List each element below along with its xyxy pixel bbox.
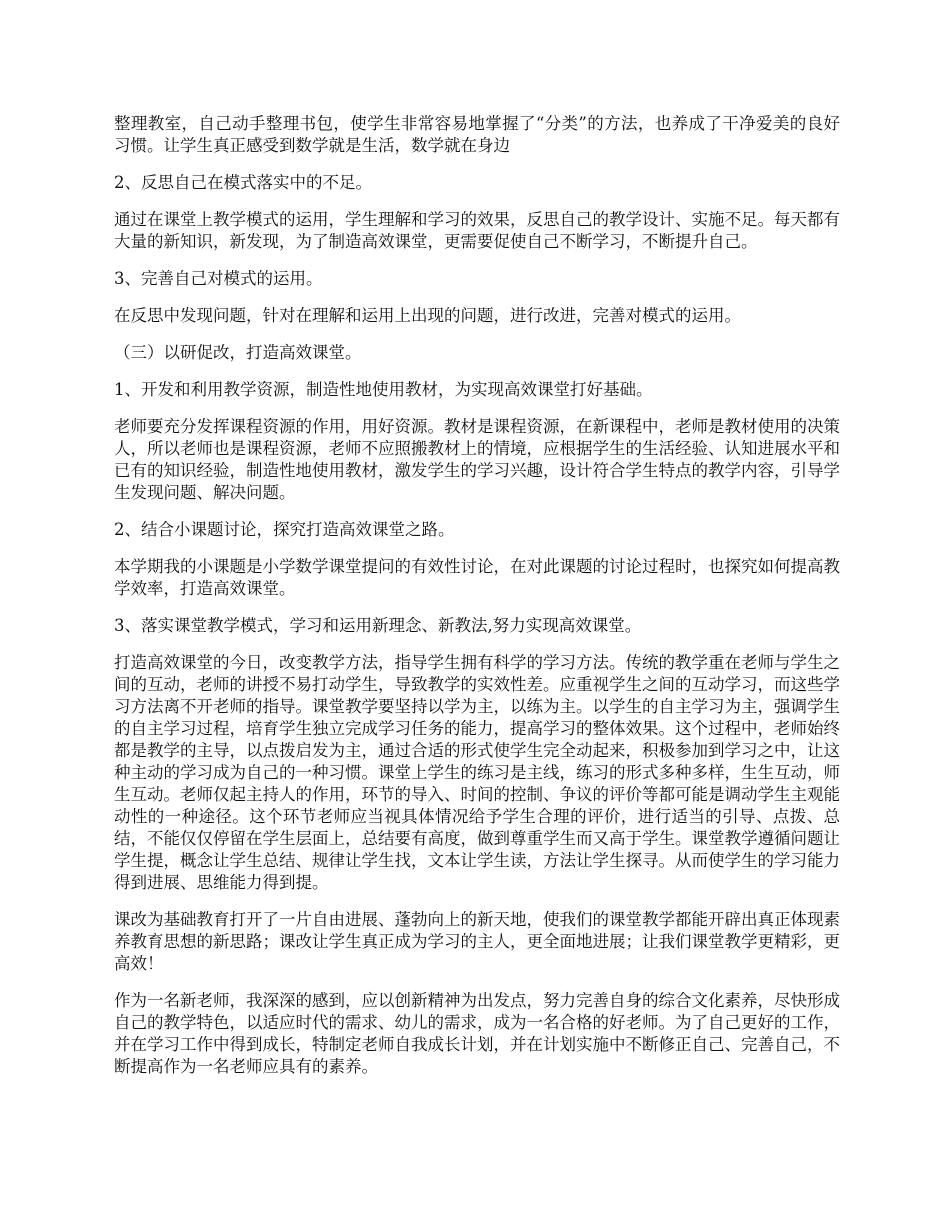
paragraph: 课改为基础教育打开了一片自由进展、蓬勃向上的新天地，使我们的课堂教学都能开辟出真正体现素养教育思想的新思路；课改让学生真正成为学习的主人，更全面地进展；让我们课堂教学更精彩，更高效！ (114, 910, 840, 973)
paragraph: 在反思中发现问题，针对在理解和运用上出现的问题，进行改进，完善对模式的运用。 (114, 306, 741, 325)
document-body (114, 113, 840, 1093)
section-heading: 1、开发和利用教学资源，制造性地使用教材，为实现高效课堂打好基础。 (114, 380, 653, 399)
paragraph: 本学期我的小课题是小学数学课堂提问的有效性讨论，在对此课题的讨论过程时，也探究如何提高教学效率，打造高效课堂。 (114, 557, 840, 598)
section-heading: 2、结合小课题讨论，探究打造高效课堂之路。 (114, 520, 455, 539)
section-heading: 2、反思自己在模式落实中的不足。 (114, 173, 372, 192)
paragraph: 作为一名新老师，我深深的感到，应以创新精神为出发点，努力完善自身的综合文化素养，尽快形成自己的教学特色，以适应时代的需求、幼儿的需求，成为一名合格的好老师。为了自己更好的工作，并在学习工作中得到成长，特制定老师自我成长计划，并在计划实施中不断修正自己、完善自己，不断提高作为一名老师应具有的素养。 (114, 991, 840, 1076)
section-heading: （三）以研促改，打造高效课堂。 (114, 343, 362, 362)
section-heading: 3、落实课堂教学模式，学习和运用新理念、新教法,努力实现高效课堂。 (114, 616, 642, 635)
section-heading: 3、完善自己对模式的运用。 (114, 269, 323, 288)
paragraph: 老师要充分发挥课程资源的作用，用好资源。教材是课程资源，在新课程中，老师是教材使用的决策人，所以老师也是课程资源，老师不应照搬教材上的情境，应根据学生的生活经验、认知进展水平和已有的知识经验，制造性地使用教材，激发学生的学习兴趣，设计符合学生特点的教学内容，引导学生发现问题、解决问题。 (114, 417, 840, 502)
paragraph: 整理教室，自己动手整理书包，使学生非常容易地掌握了“分类”的方法，也养成了干净爱美的良好习惯。让学生真正感受到数学就是生活，数学就在身边 (114, 114, 840, 155)
paragraph: 通过在课堂上教学模式的运用，学生理解和学习的效果，反思自己的教学设计、实施不足。每天都有大量的新知识，新发现，为了制造高效课堂，更需要促使自己不断学习，不断提升自己。 (114, 210, 840, 251)
paragraph: 打造高效课堂的今日，改变教学方法，指导学生拥有科学的学习方法。传统的教学重在老师与学生之间的互动，老师的讲授不易打动学生，导致教学的实效性差。应重视学生之间的互动学习，而这些学习方法离不开老师的指导。课堂教学要坚持以学为主，以练为主。以学生的自主学习为主，强调学生的自主学习过程，培育学生独立完成学习任务的能力，提高学习的整体效果。这个过程中，老师始终都是教学的主导，以点拨启发为主，通过合适的形式使学生完全动起来，积极参加到学习之中，让这种主动的学习成为自己的一种习惯。课堂上学生的练习是主线，练习的形式多种多样，生生互动，师生互动。老师仅起主持人的作用，环节的导入、时间的控制、争议的评价等都可能是调动学生主观能动性的一种途径。这个环节老师应当视具体情况给予学生合理的评价，进行适当的引导、点拨、总结，不能仅仅停留在学生层面上，总结要有高度，做到尊重学生而又高于学生。课堂教学遵循问题让学生提，概念让学生总结、规律让学生找，文本让学生读，方法让学生探寻。从而使学生的学习能力得到进展、思维能力得到提。 (114, 653, 840, 892)
